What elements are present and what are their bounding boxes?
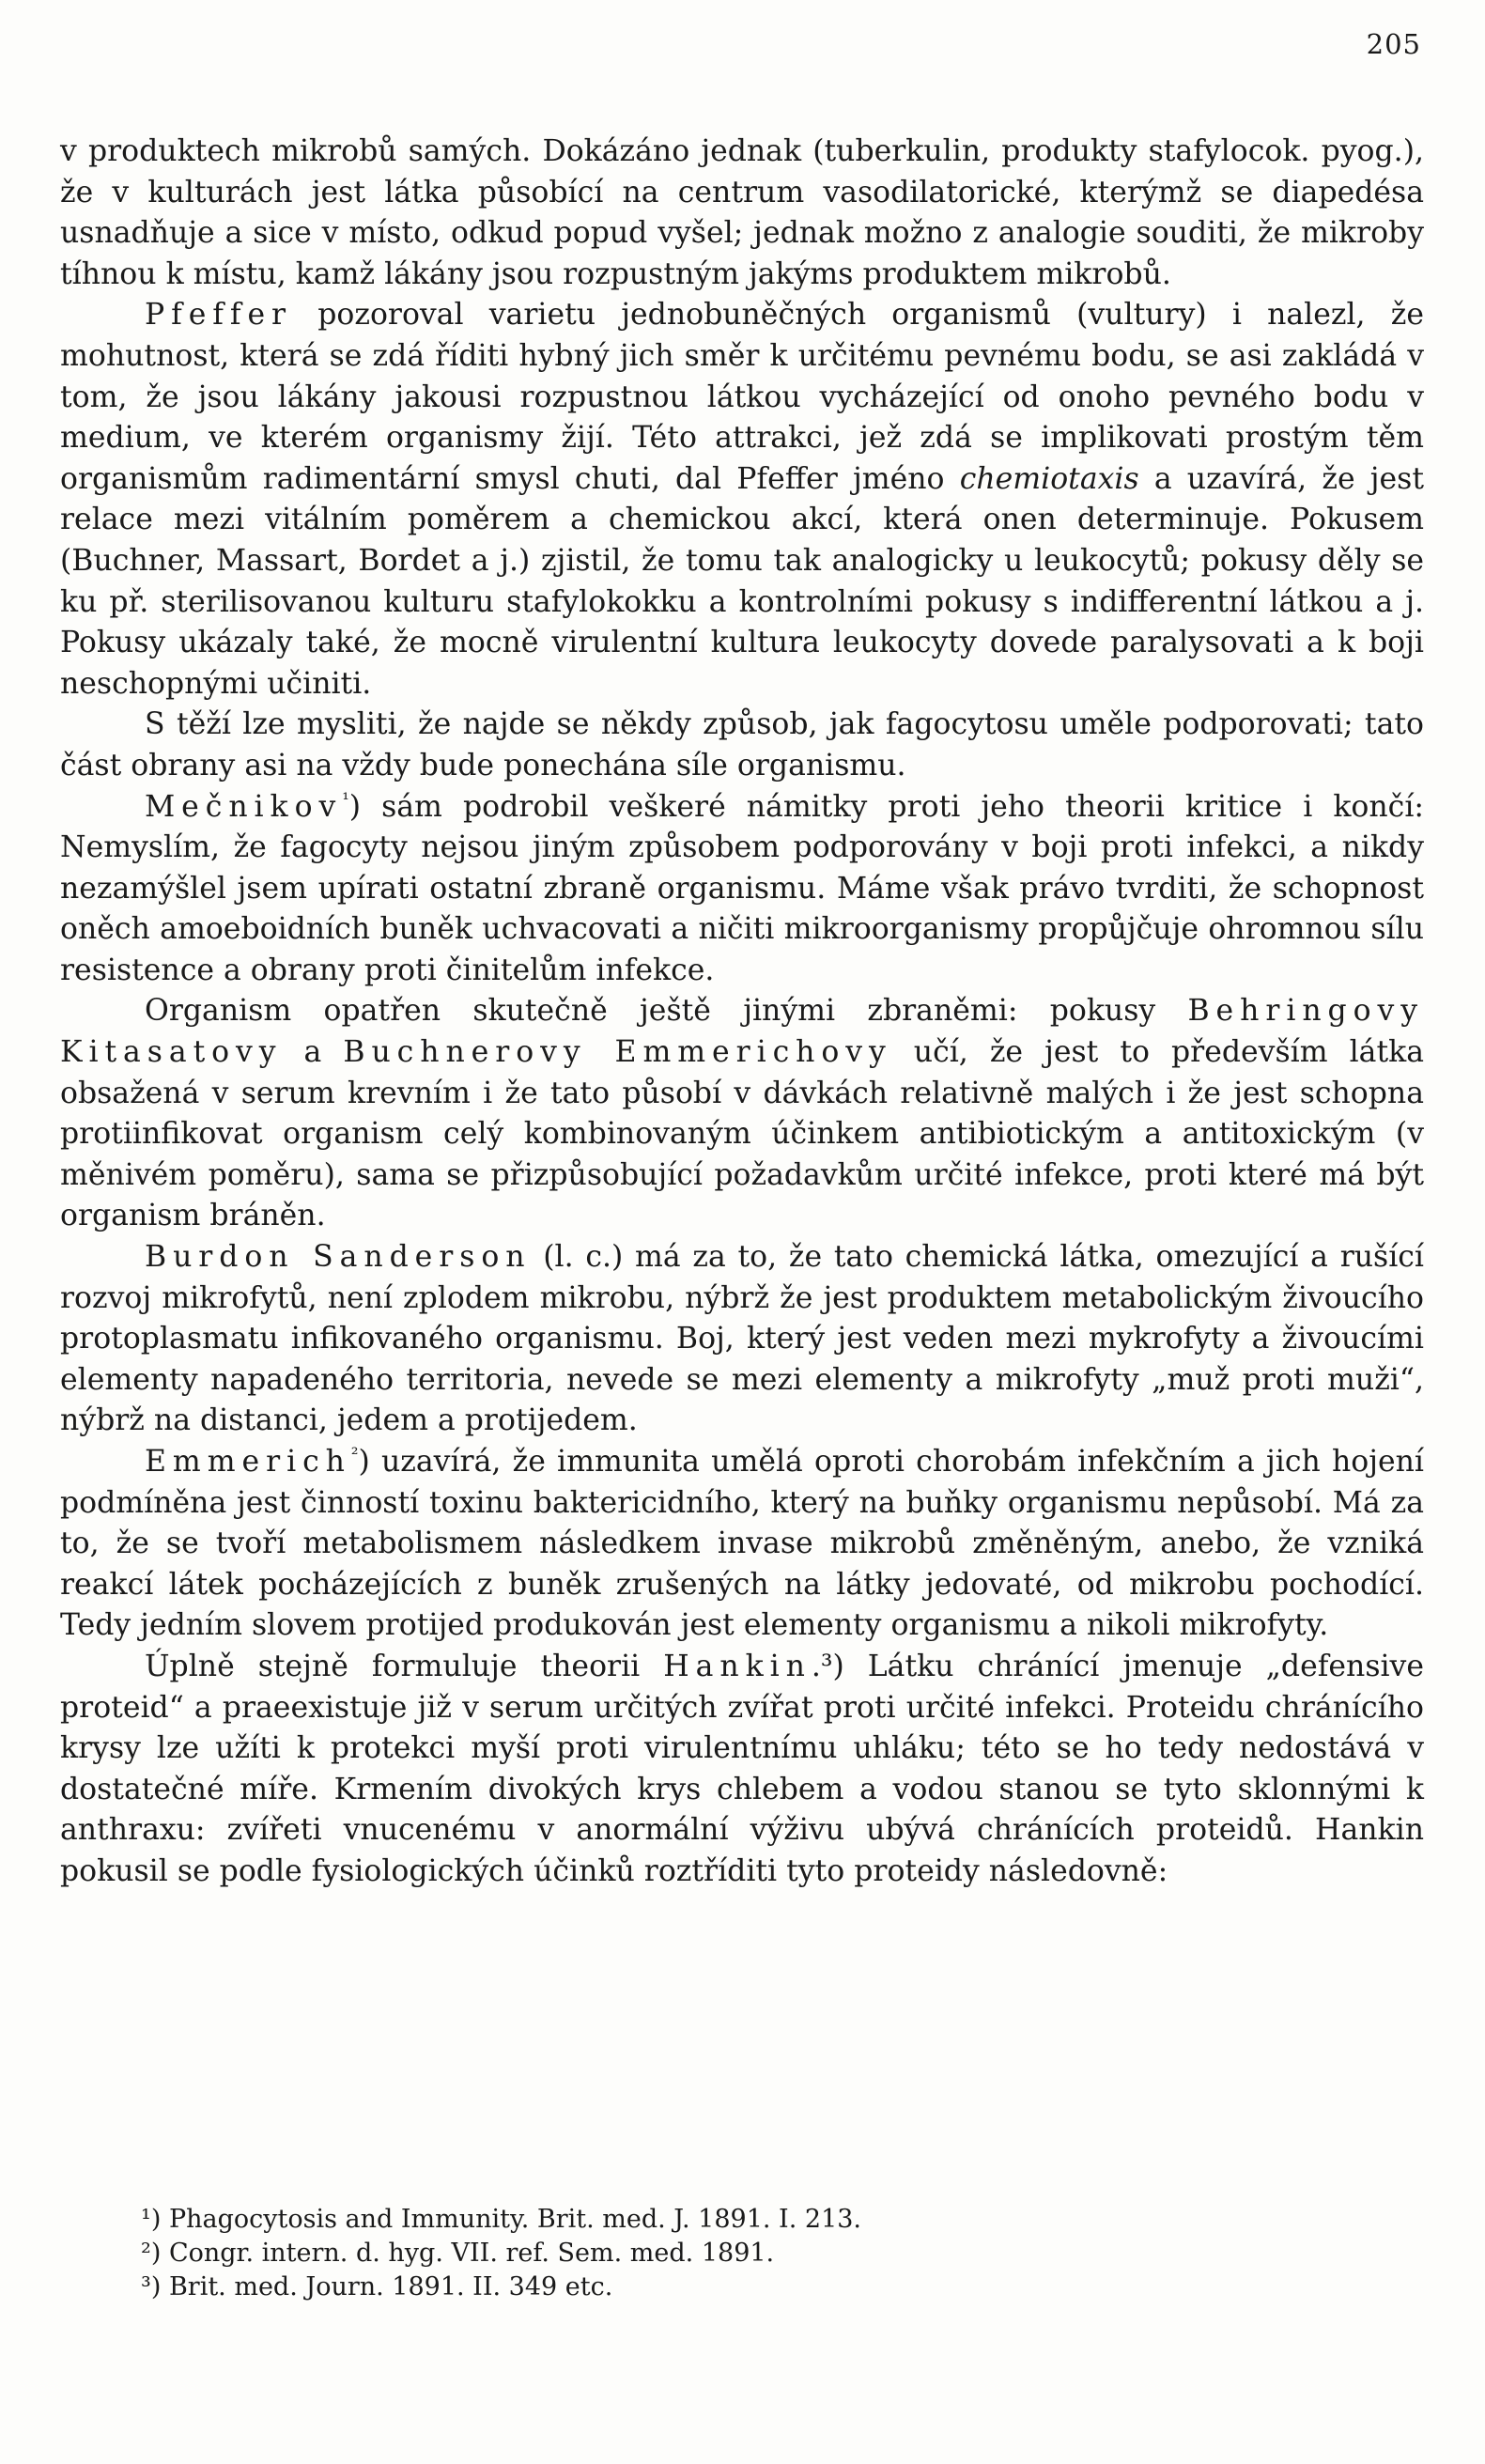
- spaced-name: Burdon Sanderson: [145, 1240, 532, 1275]
- text-run: (l. c.) má za to, že tato chemická látka, omezující a rušící rozvoj mikrofytů, není zplodem mikrobu, nýbrž že jest produktem metabolickým živoucího protoplasmatu infikovaného organismu. Boj, který jest veden mezi mykrofyty a živoucími elementy napadeného territoria, nevede se mezi elementy a mikrofyty „muž proti muži“, nýbrž na distanci, jedem a protijedem.: [60, 1240, 1425, 1438]
- body-text: [60, 132, 1424, 1893]
- paragraph: [60, 787, 1424, 992]
- footnote-2: ²) Congr. intern. d. hyg. VII. ref. Sem. med. 1891.: [141, 2239, 775, 2268]
- paragraph: [60, 1442, 1424, 1647]
- paragraph: [60, 132, 1424, 295]
- footnote-ref: ²: [350, 1444, 359, 1465]
- footnote-1: ¹) Phagocytosis and Immunity. Brit. med. J. 1891. I. 213.: [141, 2205, 862, 2234]
- footnote-3: ³) Brit. med. Journ. 1891. II. 349 etc.: [141, 2272, 613, 2301]
- spaced-name: Buchnerovy Emmerichovy: [343, 1035, 892, 1070]
- text-run: .³) Látku chránící jmenuje „defensive proteid“ a praeexistuje již v serum určitých zvířat proti určité infekci. Proteidu chránícího krysy lze užíti k protekci myší proti virulentnímu uhláku; této se ho tedy nedostává v dostatečné míře. Krmením divokých krys chlebem a vodou stanou se tyto sklonnými k anthraxu: zvířeti vnucenému v anormální výživu ubývá chránících proteidů. Hankin pokusil se podle fysiologických účinků roztříditi tyto proteidy následovně:: [60, 1649, 1424, 1888]
- paragraph: [60, 1647, 1424, 1893]
- text-run: Organism opatřen skutečně ještě jinými zbraněmi: pokusy: [145, 994, 1188, 1029]
- text-run: a: [282, 1035, 344, 1070]
- footnote-ref: ¹: [342, 789, 349, 810]
- spaced-name: Emmerich: [145, 1445, 351, 1479]
- spaced-name: Hankin: [663, 1649, 812, 1683]
- paragraph: [60, 295, 1424, 705]
- text-run: Úplně stejně formuluje theorii: [145, 1649, 664, 1683]
- text-run: a uzavírá, že jest relace mezi vitálním poměrem a chemickou akcí, která onen determinuje. Pokusem (Buchner, Massart, Bordet a j.) zjistil, že tomu tak analogicky u leukocytů; pokusy děly se ku př. sterilisovanou kulturu stafylokokku a kontrolními pokusy s indifferentní látkou a j. Pokusy ukázaly také, že mocně virulentní kultura leukocyty dovede paralysovati a k boji neschopnými učiniti.: [60, 461, 1425, 701]
- text-run: učí, že jest to především látka obsažená v serum krevním i že tato působí v dávkách relativně malých i že jest schopna protiinfikovat organism celý kombinovaným účinkem antibiotickým a antitoxickým (v měnivém poměru), sama se přizpůsobující požadavkům určité infekce, proti které má být organism bráněn.: [60, 1035, 1424, 1233]
- spaced-name: Behringovy Kitasatovy: [60, 994, 1424, 1070]
- text-run: v produktech mikrobů samých. Dokázáno jednak (tuberkulin, produkty stafylocok. pyog.), že v kulturách jest látka působící na centrum vasodilatorické, kterýmž se diapedésa usnadňuje a sice v místo, odkud popud vyšel; jednak možno z analogie souditi, že mikroby tíhnou k místu, kamž lákány jsou rozpustným jakýms produktem mikrobů.: [60, 134, 1424, 291]
- spaced-name: Mečnikov: [145, 789, 343, 824]
- paragraph: [60, 705, 1424, 786]
- text-run: ) uzavírá, že immunita umělá oproti chorobám infekčním a jich hojení podmíněna jest činností toxinu baktericidního, který na buňky organismu nepůsobí. Má za to, že se tvoří metabolismem následkem invase mikrobů změněným, anebo, že vzniká reakcí látek pocházejících z buněk zrušených na látky jedovaté, od mikrobu pochodící. Tedy jedním slovem protijed produkován jest elementy organismu a nikoli mikrofyty.: [60, 1445, 1424, 1643]
- text-run: pozoroval varietu jednobuněčných organismů (vultury) i nalezl, že mohutnost, která se zdá říditi hybný jich směr k určitému pevnému bodu, se asi zakládá v tom, že jsou lákány jakousi rozpustnou látkou vycházející od onoho pevného bodu v medium, ve kterém organismy žijí. Této attrakci, jež zdá se implikovati prostým těm organismům radimentární smysl chuti, dal Pfeffer jméno: [60, 298, 1424, 496]
- paragraph: [60, 991, 1424, 1237]
- text-run: ) sám podrobil veškeré námitky proti jeho theorii kritice i končí: Nemyslím, že fagocyty nejsou jiným způsobem podporovány v boji proti infekci, a nikdy nezamýšlel jsem upírati ostatní zbraně organismu. Máme však právo tvrditi, že schopnost oněch amoeboidních buněk uchvacovati a ničiti mikroorganismy propůjčuje ohromnou sílu resistence a obrany proti činitelům infekce.: [60, 789, 1424, 987]
- spaced-name: Pfeffer: [145, 298, 293, 333]
- text-run: S těží lze mysliti, že najde se někdy způsob, jak fagocytosu uměle podporovati; tato část obrany asi na vždy bude ponechána síle organismu.: [60, 707, 1424, 783]
- footnotes: [141, 2203, 1362, 2304]
- page-number: 205: [1366, 28, 1421, 60]
- paragraph: [60, 1237, 1424, 1442]
- italic-term: chemiotaxis: [959, 461, 1139, 496]
